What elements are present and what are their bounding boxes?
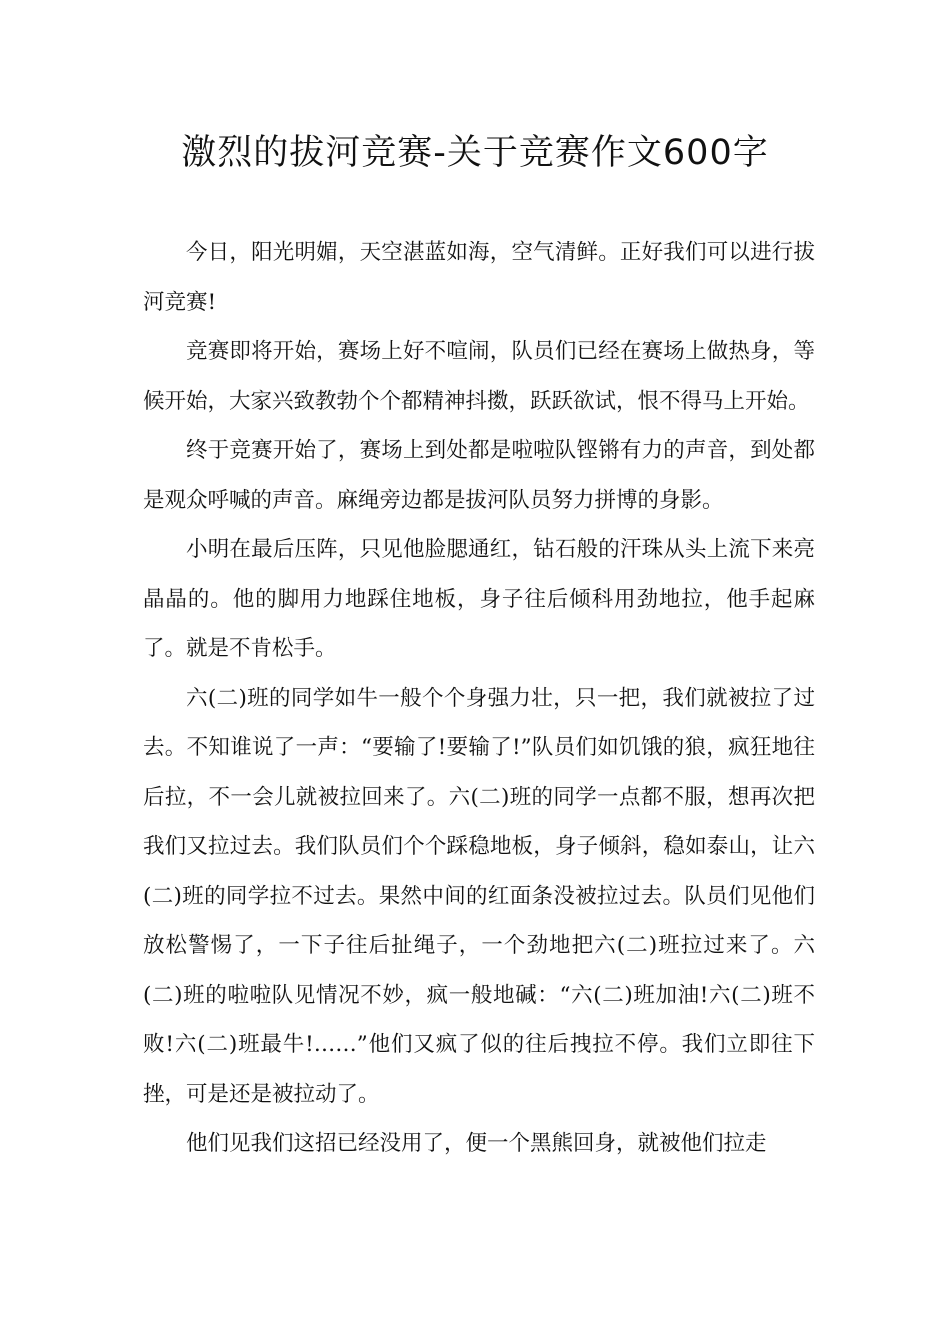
- paragraph: 小明在最后压阵，只见他脸腮通红，钻石般的汗珠从头上流下来亮晶晶的。他的脚用力地踩住地板，身子往后倾科用劲地拉，他手起麻了。就是不肯松手。: [143, 537, 815, 661]
- document-body: [143, 228, 815, 1169]
- paragraph: 终于竞赛开始了，赛场上到处都是啦啦队铿锵有力的声音，到处都是观众呼喊的声音。麻绳旁边都是拔河队员努力拼博的身影。: [143, 438, 815, 513]
- document-title: 激烈的拔河竞赛-关于竞赛作文600字: [181, 133, 769, 173]
- paragraph: 六(二)班的同学如牛一般个个身强力壮，只一把，我们就被拉了过去。不知谁说了一声：“要输了!要输了!”队员们如饥饿的狼，疯狂地往后拉，不一会儿就被拉回来了。六(二)班的同学一点都不服，想再次把我们又拉过去。我们队员们个个踩稳地板，身子倾斜，稳如泰山，让六(二)班的同学拉不过去。果然中间的红面条没被拉过去。队员们见他们放松警惕了，一下子往后扯绳子，一个劲地把六(二)班拉过来了。六(二)班的啦啦队见情况不妙，疯一般地碱：“六(二)班加油!六(二)班不败!六(二)班最牛!……”他们又疯了似的往后拽拉不停。我们立即往下挫，可是还是被拉动了。: [143, 685, 815, 1107]
- paragraph: 竞赛即将开始，赛场上好不喧闹，队员们已经在赛场上做热身，等候开始，大家兴致教勃个个都精神抖擞，跃跃欲试，恨不得马上开始。: [143, 339, 815, 414]
- paragraph: 今日，阳光明媚，天空湛蓝如海，空气清鲜。正好我们可以进行拔河竞赛!: [143, 240, 815, 315]
- paragraph: 他们见我们这招已经没用了，便一个黑熊回身，就被他们拉走: [186, 1131, 767, 1156]
